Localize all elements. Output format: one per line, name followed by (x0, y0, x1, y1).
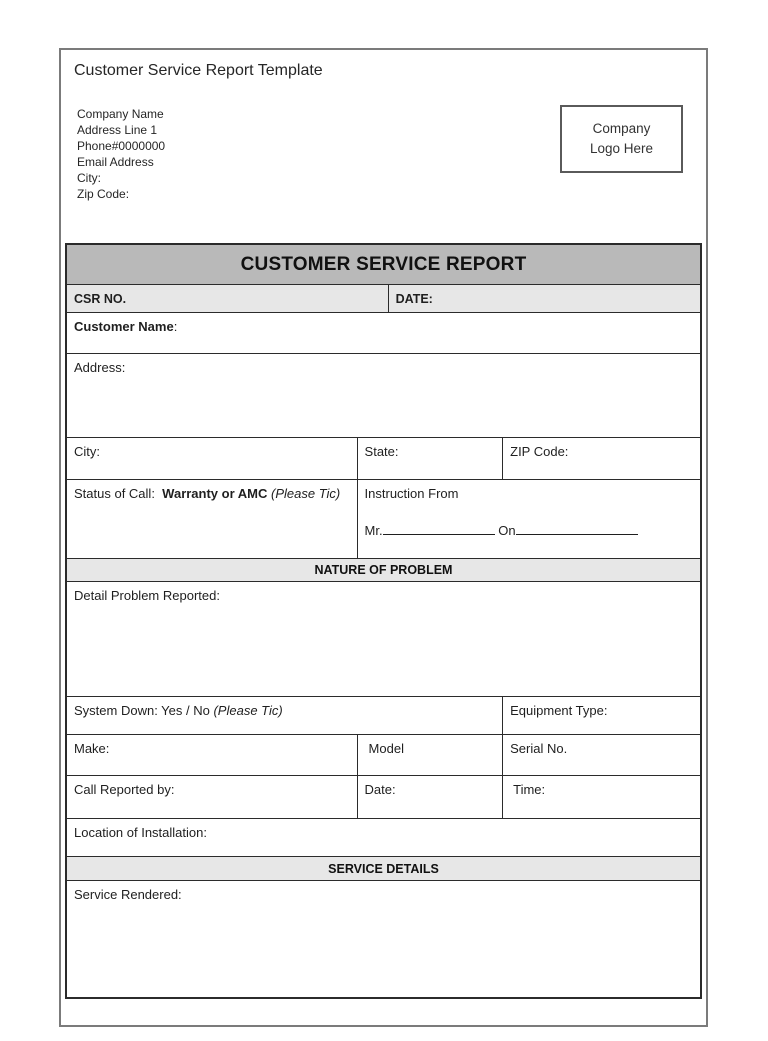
page-title: Customer Service Report Template (74, 62, 323, 79)
address-field[interactable] (67, 354, 700, 437)
equipment-type-field[interactable] (503, 697, 700, 734)
table-title-bar: CUSTOMER SERVICE REPORT (67, 245, 700, 285)
call-reported-by-field[interactable] (67, 776, 358, 818)
logo-text-line2: Logo Here (589, 141, 654, 156)
customer-name-field[interactable] (67, 313, 700, 353)
model-label: Model (368, 741, 404, 756)
company-email-line: Email Address (77, 155, 154, 169)
serial-no-label: Serial No. (510, 741, 568, 756)
csr-date-row (67, 285, 700, 313)
model-field[interactable] (358, 735, 504, 775)
please-tic-note: (Please Tic) (271, 486, 341, 501)
company-logo-placeholder (560, 105, 683, 173)
customer-name-row (67, 313, 700, 354)
detail-problem-label: Detail Problem Reported: (74, 588, 220, 603)
service-report-table (65, 243, 702, 999)
service-rendered-field[interactable] (67, 881, 700, 997)
logo-text-line1: Company (592, 121, 651, 136)
company-phone-line: Phone#0000000 (77, 139, 166, 153)
customer-name-colon: : (173, 319, 178, 334)
call-reported-by-label: Call Reported by: (74, 782, 175, 797)
mr-label: Mr. (364, 523, 383, 538)
time-field[interactable] (503, 776, 700, 818)
system-down-label: System Down: Yes / No (74, 703, 210, 718)
company-city-line: City: (77, 171, 101, 185)
system-down-row (67, 697, 700, 735)
state-field[interactable] (358, 438, 504, 479)
on-label: On (498, 523, 516, 538)
company-name-line: Company Name (77, 107, 164, 121)
company-address-line: Address Line 1 (77, 123, 158, 137)
mr-blank-line[interactable] (383, 523, 495, 535)
city-state-zip-row (67, 438, 700, 480)
address-row (67, 354, 700, 438)
location-row (67, 819, 700, 857)
zip-field[interactable] (503, 438, 700, 479)
zip-label: ZIP Code: (510, 444, 569, 459)
company-zip-line: Zip Code: (77, 187, 130, 201)
equipment-type-label: Equipment Type: (510, 703, 608, 718)
call-reported-row (67, 776, 700, 819)
report-date-field[interactable] (358, 776, 504, 818)
instruction-blank-line (365, 522, 693, 539)
on-blank-line[interactable] (516, 523, 638, 535)
instruction-from-field[interactable] (358, 480, 700, 558)
company-info-block (77, 106, 165, 202)
location-field[interactable] (67, 819, 700, 856)
make-label: Make: (74, 741, 110, 756)
location-label: Location of Installation: (74, 825, 207, 840)
customer-name-label: Customer Name (74, 319, 174, 334)
date-field[interactable]: DATE: (395, 292, 433, 306)
csr-no-field[interactable]: CSR NO. (67, 285, 389, 312)
address-label: Address: (74, 360, 126, 375)
status-instruction-row (67, 480, 700, 559)
system-down-please-tic-note: (Please Tic) (213, 703, 283, 718)
instruction-from-label: Instruction From (364, 486, 459, 501)
service-details-header: SERVICE DETAILS (67, 857, 700, 881)
warranty-amc-label: Warranty or AMC (162, 486, 268, 501)
detail-problem-row (67, 582, 700, 697)
service-rendered-row (67, 881, 700, 997)
status-of-call-field[interactable] (67, 480, 358, 558)
system-down-field[interactable] (67, 697, 503, 734)
status-of-call-label: Status of Call: (74, 486, 155, 501)
time-label: Time: (513, 782, 546, 797)
serial-no-field[interactable] (503, 735, 700, 775)
city-field[interactable] (67, 438, 358, 479)
service-rendered-label: Service Rendered: (74, 887, 182, 902)
make-model-serial-row (67, 735, 700, 776)
report-date-label: Date: (364, 782, 396, 797)
city-label: City: (74, 444, 100, 459)
nature-of-problem-header: NATURE OF PROBLEM (67, 559, 700, 582)
document-frame (59, 48, 708, 1027)
state-label: State: (364, 444, 399, 459)
detail-problem-field[interactable] (67, 582, 700, 696)
make-field[interactable] (67, 735, 358, 775)
